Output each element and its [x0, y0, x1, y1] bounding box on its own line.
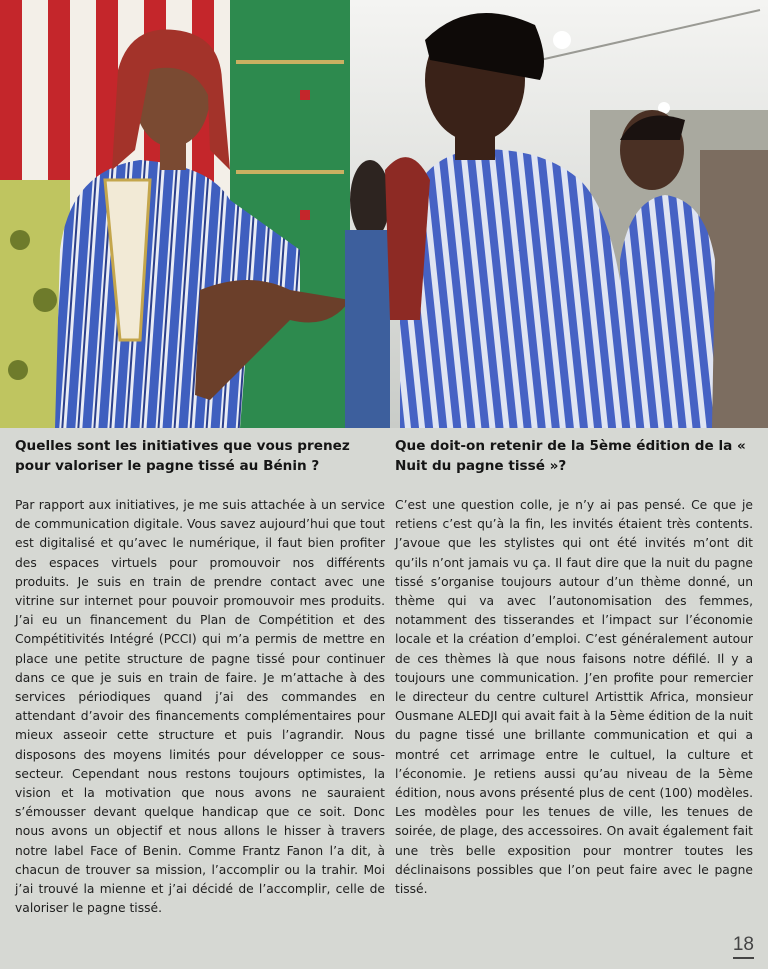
fashion-photo	[0, 0, 768, 428]
page-number: 18	[733, 934, 754, 959]
right-answer-text: C’est une question colle, je n’y ai pas pensé. Ce que je retiens c’est qu’à la fin, les invités étaient très contents. J’avoue que les stylistes qui ont été invités m’ont dit qu’ils n’ont jamais vu ça. Il faut dire que la nuit du pagne tissé s’organise toujours autour d’un thème donné, un thème qui va avec l’autonomisation des femmes, notamment des tisserandes et l’impact sur l’économie locale et la création d’emploi. C’est généralement autour de ces thèmes là que nous faisons notre défilé. Il y a toujours une communication. J’en profite pour remercier le directeur du centre culturel Artisttik Africa, monsieur Ousmane ALEDJI qui avait fait à la 5ème édition de la nuit du pagne tissé une brillante communication et qui a montré cet arrimage entre le cultuel, la culture et l’économie. Je retiens aussi qu’au niveau de la 5ème édition, nous avons présenté plus de cent (100) modèles. Les modèles pour les tenues de ville, les tenues de soirée, de plage, des accessoires. On avait également fait une très belle exposition pour montrer toutes les déclinaisons possibles que l’on peut faire avec le pagne tissé.	[395, 498, 753, 897]
left-answer-text: Par rapport aux initiatives, je me suis attachée à un service de communication digitale. Vous savez aujourd’hui que tout est digitalisé et qu’avec le numérique, il faut bien profiter des espaces virtuels pour promouvoir nos différents produits. Je suis en train de prendre contact avec une vitrine sur internet pour pouvoir promouvoir mes produits. J’ai eu un financement du Plan de Compétition et des Compétitivités Intégré (PCCI) qui m’a permis de mettre en place une petite structure de pagne tissé pour continuer dans ce que je suis en train de faire. Je m’attache à des services périodiques quand j’ai des commandes en attendant d’avoir des financements complémentaires pour mieux asseoir cette structure et puis l’agrandir. Nous disposons des moyens limités pour développer ce sous-secteur. Cependant nous restons toujours optimistes, la vision et la motivation que nous avons ne sauraient s’émousser devant quelque handicap que ce soit. Donc nous avons un objectif et nous allons le hisser à travers notre label Face of Benin. Comme Frantz Fanon l’a dit, à chacun de trouver sa mission, l’accomplir ou la trahir. Moi j’ai trouvé la mienne et j’ai décidé de l’accomplir, celle de valoriser le pagne tissé.	[15, 498, 385, 916]
left-question-heading: Quelles sont les initiatives que vous prenez pour valoriser le pagne tissé au Bénin ?	[15, 438, 350, 474]
left-column	[15, 436, 385, 918]
right-question-heading: Que doit-on retenir de la 5ème édition de la « Nuit du pagne tissé »?	[395, 438, 746, 474]
right-column	[395, 436, 753, 899]
